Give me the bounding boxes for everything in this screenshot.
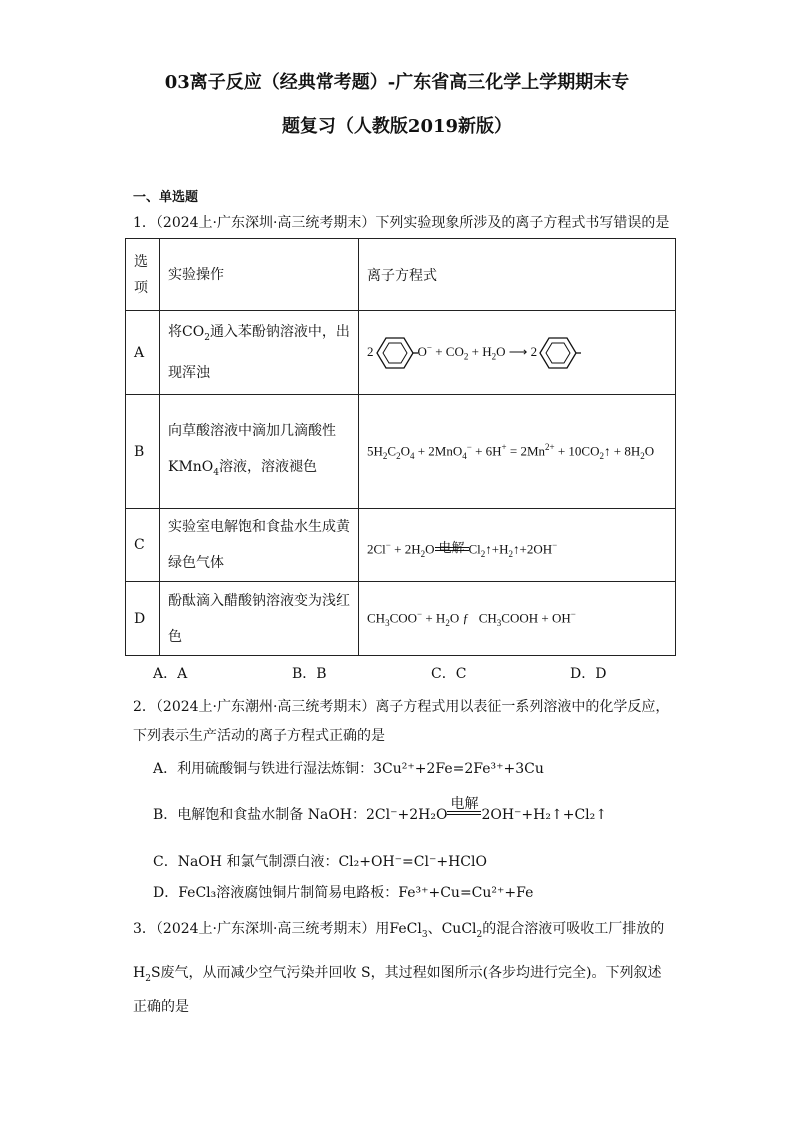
section-heading: 一、单选题	[133, 190, 199, 205]
row-b-operation: 向草酸溶液中滴加几滴酸性 KMnO$_4$溶液，溶液褪色	[160, 395, 359, 509]
benzene-ring-icon	[537, 335, 581, 371]
row-c-operation: 实验室电解饱和食盐水生成黄 绿色气体	[160, 509, 359, 582]
choice-d[interactable]: D．D	[570, 666, 607, 682]
table-row	[126, 509, 676, 582]
q2-option-c[interactable]: C．NaOH 和氯气制漂白液：Cl₂+OH⁻=Cl⁻+HClO	[153, 854, 487, 870]
q2-stem-line2: 下列表示生产活动的离子方程式正确的是	[133, 728, 385, 744]
q1-choices	[153, 663, 709, 683]
q3-stem-line2: $H_2S$废气，从而减少空气污染并回收 S，其过程如图所示(各步均进行完全)。下列叙述	[133, 965, 662, 984]
choice-b[interactable]: B．B	[292, 666, 327, 682]
benzene-ring-icon	[374, 335, 418, 371]
row-d-option: D	[126, 582, 160, 656]
phenoxide-equation: 2 $O^- + CO_2 + H_2O$ ⟶ 2	[367, 335, 667, 371]
row-b-equation: $5H_2C_2O_4 + 2MnO_4^- + 6H^+ = 2Mn^{2+}$ + $10CO_2↑ + 8H_2O$	[359, 395, 676, 509]
electrolysis-label: 电解	[450, 796, 479, 812]
electrolysis-label: 电解	[438, 539, 465, 555]
header-operation: 实验操作	[160, 239, 359, 311]
doc-title-line2: 题复习（人教版2019新版）	[281, 116, 513, 137]
choice-a[interactable]: A．A	[153, 666, 188, 682]
header-option: 选项	[126, 239, 160, 311]
row-a-operation: 将$CO_2$通入苯酚钠溶液中，出 现浑浊	[160, 311, 359, 395]
q2-stem-line1: 2．（2024上·广东潮州·高三统考期末）离子方程式用以表征一系列溶液中的化学反应，	[133, 699, 670, 715]
table-row	[126, 395, 676, 509]
doc-title-line1: 03离子反应（经典常考题）-广东省高三化学上学期期末专	[164, 72, 630, 93]
row-a-equation	[359, 311, 676, 395]
header-equation: 离子方程式	[359, 239, 676, 311]
q1-table	[125, 238, 676, 656]
table-header-row	[126, 239, 676, 311]
q3-stem-line3: 正确的是	[133, 999, 189, 1015]
q2-option-d[interactable]: D．FeCl₃溶液腐蚀铜片制简易电路板：Fe³⁺+Cu=Cu²⁺+Fe	[153, 885, 534, 901]
row-d-equation: $CH_3COO^- + H_2O$ ƒ $CH_3COOH + OH^-$	[359, 582, 676, 656]
table-row	[126, 582, 676, 656]
row-c-equation: $2Cl^- + 2H_2O$ 电解 $Cl_2↑+H_2↑+2OH^-$	[359, 509, 676, 582]
row-b-option: B	[126, 395, 160, 509]
q3-stem-line1: 3．（2024上·广东深圳·高三统考期末）用FeCl$_3$、CuCl$_2$的混合溶液可吸收工厂排放的	[133, 921, 665, 940]
q1-stem: 1．（2024上·广东深圳·高三统考期末）下列实验现象所涉及的离子方程式书写错误的是	[133, 215, 670, 231]
table-row	[126, 311, 676, 395]
q2-option-b[interactable]: B．电解饱和食盐水制备 NaOH：2Cl⁻+2H₂O 电解 2OH⁻+H₂↑+Cl₂↑	[153, 804, 607, 824]
row-c-option: C	[126, 509, 160, 582]
choice-c[interactable]: C．C	[431, 666, 467, 682]
row-d-operation: 酚酞滴入醋酸钠溶液变为浅红 色	[160, 582, 359, 656]
row-a-option: A	[126, 311, 160, 395]
q2-option-a[interactable]: A．利用硫酸铜与铁进行湿法炼铜：3Cu²⁺+2Fe=2Fe³⁺+3Cu	[153, 761, 544, 777]
